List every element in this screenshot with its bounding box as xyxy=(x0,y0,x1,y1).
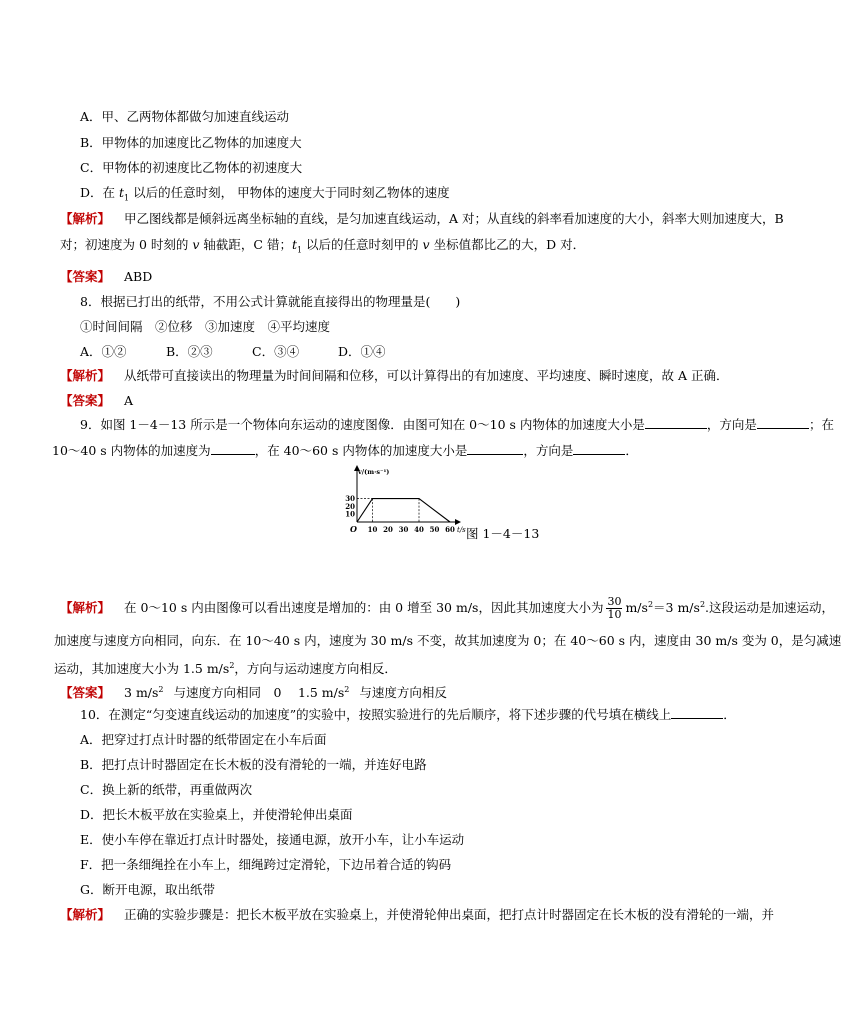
q9-answer-c: 与速度方向相反 xyxy=(359,685,447,701)
q10-step-b: B．把打点计时器固定在长木板的没有滑轮的一端，并连好电路 xyxy=(80,757,427,772)
q9-blank-2[interactable] xyxy=(757,416,809,429)
q7-analysis-v2: v xyxy=(422,237,430,252)
superscript: 2 xyxy=(229,661,235,670)
q8-option-b: B．②③ xyxy=(166,344,213,359)
fraction xyxy=(606,596,622,621)
q10-step-c: C．换上新的纸带，再重做两次 xyxy=(80,782,253,797)
q9-stem-1b: ，方向是 xyxy=(706,417,757,432)
q7-analysis-sub: 1 xyxy=(296,245,303,255)
q9-analysis-line2: 加速度与速度方向相同，向东．在 10～40 s 内，速度为 30 m/s 不变，故其加速度为 0；在 40～60 s 内，速度由 30 m/s 变为 0，是匀减速 xyxy=(54,633,842,648)
x-tick-label: 20 xyxy=(383,525,393,534)
q9-stem-line1 xyxy=(80,416,834,434)
q8-analysis xyxy=(60,367,729,385)
q8-analysis-text: 从纸带可直接读出的物理量为时间间隔和位移，可以计算得出的有加速度、平均速度、瞬时速度，故 A 正确． xyxy=(124,368,729,383)
q8-answer-line xyxy=(60,392,133,410)
q9-analysis-line3 xyxy=(54,657,397,678)
q7-option-d-t: t xyxy=(119,185,125,200)
q9-answer-b: 与速度方向相同 0 1.5 m/s xyxy=(173,685,345,701)
q8-stem: 8．根据已打出的纸带，不用公式计算就能直接得出的物理量是( ) xyxy=(80,294,461,309)
q10-stem-b: ． xyxy=(723,707,736,722)
analysis-label: 【解析】 xyxy=(60,600,111,616)
q7-option-d-pre: D．在 xyxy=(80,185,119,200)
q9-blank-1[interactable] xyxy=(645,416,707,429)
q10-step-d: D．把长木板平放在实验桌上，并使滑轮伸出桌面 xyxy=(80,807,353,822)
velocity-time-graph xyxy=(340,462,466,542)
q9-stem-1c: ；在 xyxy=(808,417,834,432)
x-tick-label: 30 xyxy=(398,525,409,534)
fraction-denominator: 10 xyxy=(607,608,622,622)
superscript: 2 xyxy=(647,600,654,609)
q7-analysis-2a: 对；初速度为 0 时刻的 xyxy=(60,237,193,252)
q10-stem-a: 10．在测定“匀变速直线运动的加速度”的实验中，按照实验进行的先后顺序，将下述步骤的代号填在横线上 xyxy=(80,707,672,722)
q9-analysis-3a: 运动，其加速度大小为 1.5 m/s xyxy=(54,661,230,677)
q7-option-a: A．甲、乙两物体都做匀加速直线运动 xyxy=(80,109,290,124)
q7-analysis-text1: 甲乙图线都是倾斜远离坐标轴的直线，是匀加速直线运动，A 对；从直线的斜率看加速度的大小，斜率大则加速度大，B xyxy=(124,211,784,226)
q9-analysis-3b: ，方向与运动速度方向相反． xyxy=(234,661,397,677)
superscript: 2 xyxy=(699,600,706,609)
q10-step-a: A．把穿过打点计时器的纸带固定在小车后面 xyxy=(80,732,327,747)
x-axis-label: t/s xyxy=(457,526,466,534)
y-axis-label: v/(m·s⁻¹) xyxy=(358,468,390,476)
origin-label: O xyxy=(350,524,357,534)
answer-label: 【答案】 xyxy=(60,393,111,408)
q7-analysis-line2 xyxy=(60,236,585,260)
analysis-label: 【解析】 xyxy=(60,211,111,226)
q7-option-d-post: 以后的任意时刻， 甲物体的速度大于同时刻乙物体的速度 xyxy=(129,185,450,200)
q9-analysis-1d: .这段运动是加速运动， xyxy=(705,600,835,616)
x-tick-label: 50 xyxy=(429,525,440,534)
superscript: 2 xyxy=(344,685,350,694)
figure-caption: 图 1－4－13 xyxy=(466,526,540,541)
q10-analysis-text: 正确的实验步骤是：把长木板平放在实验桌上，并使滑轮伸出桌面，把打点计时器固定在长木板的没有滑轮的一端，并 xyxy=(124,907,775,922)
q8-options xyxy=(80,343,386,361)
q7-analysis-v: v xyxy=(192,237,200,252)
q9-blank-3[interactable] xyxy=(211,442,255,455)
q10-step-g: G．断开电源，取出纸带 xyxy=(80,882,215,897)
q9-blank-4[interactable] xyxy=(467,442,523,455)
q7-option-d xyxy=(80,184,450,208)
q7-analysis-2b: 轴截距，C 错； xyxy=(199,237,292,252)
analysis-label: 【解析】 xyxy=(60,907,111,922)
q9-analysis-1a: 在 0～10 s 内由图像可以看出速度是增加的：由 0 增至 30 m/s，因此其加速度大小为 xyxy=(124,600,604,616)
q10-analysis xyxy=(60,906,774,924)
velocity-line xyxy=(357,499,450,522)
q8-option-a: A．①② xyxy=(80,344,127,359)
q10-blank[interactable] xyxy=(671,706,723,719)
q7-option-b: B．甲物体的加速度比乙物体的加速度大 xyxy=(80,135,302,150)
q9-stem-2a: 10～40 s 内物体的加速度为 xyxy=(52,443,211,458)
q8-items: ①时间间隔 ②位移 ③加速度 ④平均速度 xyxy=(80,319,331,334)
q9-stem-2d: ． xyxy=(625,443,638,458)
analysis-label: 【解析】 xyxy=(60,368,111,383)
q10-stem xyxy=(80,706,736,724)
x-tick-label: 40 xyxy=(414,525,424,534)
q8-option-c: C．③④ xyxy=(252,344,300,359)
q9-analysis-1b: m/s xyxy=(625,600,648,616)
q9-answer-a: 3 m/s xyxy=(124,685,159,701)
q7-analysis-2d: 坐标值都比乙的大，D 对． xyxy=(429,237,586,252)
fraction-numerator: 30 xyxy=(607,595,622,609)
q9-analysis-1c: ＝3 m/s xyxy=(653,600,700,616)
superscript: 2 xyxy=(158,685,164,694)
y-tick-label: 10 xyxy=(345,509,355,519)
q7-analysis-2c: 以后的任意时刻甲的 xyxy=(302,237,423,252)
answer-label: 【答案】 xyxy=(60,685,111,701)
x-tick-label: 60 xyxy=(445,525,455,534)
y-tick-label: 30 xyxy=(345,494,355,504)
q7-option-c: C．甲物体的初速度比乙物体的初速度大 xyxy=(80,160,303,175)
q8-answer: A xyxy=(124,393,134,408)
q9-stem-2c: ，方向是 xyxy=(523,443,574,458)
y-tick-label: 20 xyxy=(345,501,355,511)
q7-option-d-sub: 1 xyxy=(124,193,130,203)
q9-answer-line xyxy=(60,681,447,702)
q9-stem-1a: 9．如图 1－4－13 所示是一个物体向东运动的速度图像．由图可知在 0～10 s 内物体的加速度大小是 xyxy=(80,417,645,432)
q7-analysis-t: t xyxy=(291,237,297,252)
q7-analysis-line1 xyxy=(60,210,784,228)
q8-option-d: D．①④ xyxy=(338,344,386,359)
answer-label: 【答案】 xyxy=(60,269,111,284)
q9-blank-5[interactable] xyxy=(573,442,625,455)
q10-step-e: E．使小车停在靠近打点计时器处，接通电源，放开小车，让小车运动 xyxy=(80,832,465,847)
q7-answer-line xyxy=(60,268,152,286)
q9-analysis-line1 xyxy=(60,596,834,621)
q10-step-f: F．把一条细绳拴在小车上，细绳跨过定滑轮，下边吊着合适的钩码 xyxy=(80,857,452,872)
q7-answer: ABD xyxy=(124,269,153,284)
q9-stem-line2 xyxy=(52,442,638,460)
x-tick-label: 10 xyxy=(367,525,378,534)
q9-stem-2b: ，在 40～60 s 内物体的加速度大小是 xyxy=(254,443,468,458)
